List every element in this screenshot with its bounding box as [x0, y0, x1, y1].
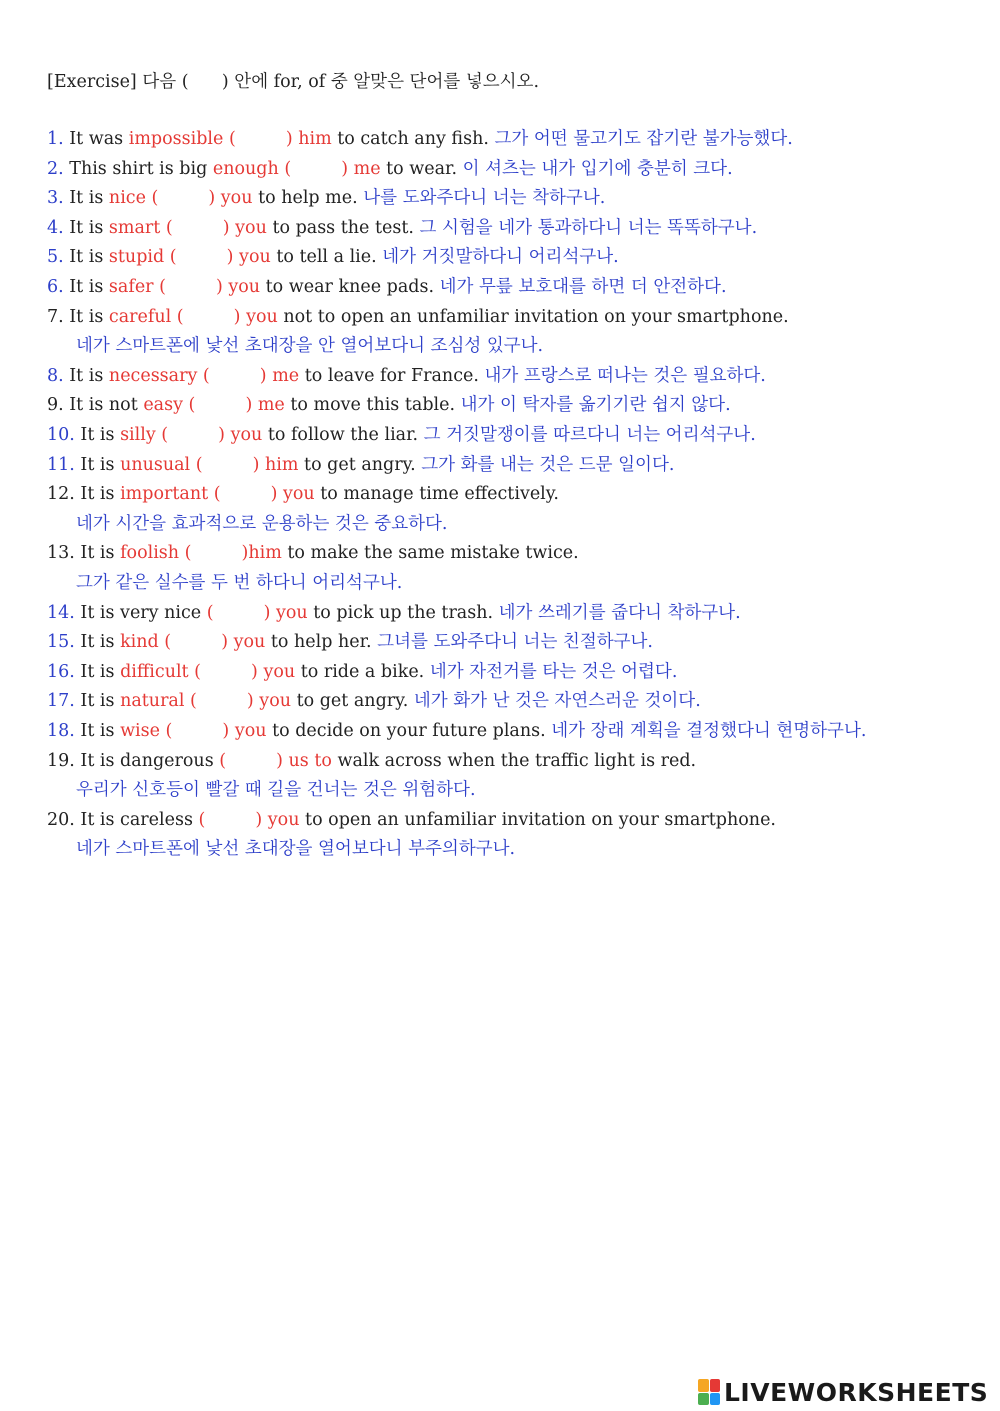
sentence-start: It is	[63, 306, 109, 327]
exercise-item	[47, 125, 793, 153]
exercise-item	[47, 155, 733, 183]
translation-line	[76, 776, 476, 804]
item-number: 4.	[47, 217, 64, 238]
exercise-item	[47, 628, 653, 656]
item-number: 2.	[47, 158, 64, 179]
korean-translation: 나를 도와주다니 너는 착하구나.	[363, 188, 606, 209]
exercise-item	[47, 717, 866, 745]
sentence-start: It is	[74, 721, 121, 741]
korean-translation: 네가 거짓말하다니 어리석구나.	[382, 247, 619, 268]
translation-line	[76, 510, 447, 538]
sentence-end: to get angry.	[291, 691, 414, 712]
item-number: 14.	[47, 602, 75, 623]
sentence-end: to follow the liar.	[262, 425, 424, 445]
sentence-start: This shirt is big	[63, 158, 213, 179]
exercise-item	[47, 214, 757, 242]
answer-blank-phrase[interactable]: stupid ( ) you	[108, 247, 271, 268]
exercise-item	[47, 243, 619, 271]
answer-blank-phrase[interactable]: foolish ( )him	[120, 543, 282, 564]
exercise-item	[47, 273, 727, 301]
translation-line	[76, 332, 543, 360]
sentence-end: to pick up the trash.	[307, 602, 499, 623]
answer-blank-phrase[interactable]: silly ( ) you	[120, 425, 263, 445]
answer-blank-phrase[interactable]: ( ) us to	[219, 750, 332, 771]
sentence-end: to manage time effectively.	[314, 484, 559, 505]
translation-line	[76, 835, 515, 863]
answer-blank-phrase[interactable]: difficult ( ) you	[120, 661, 296, 682]
sentence-end: to wear knee pads.	[260, 277, 440, 297]
sentence-start: It is	[63, 365, 109, 386]
sentence-start: It is	[74, 454, 121, 475]
korean-translation: 그녀를 도와주다니 너는 친절하구나.	[377, 632, 653, 653]
logo-square	[698, 1379, 709, 1392]
item-number: 16.	[47, 661, 75, 682]
sentence-end: to move this table.	[284, 395, 461, 416]
item-number: 13.	[47, 543, 75, 564]
answer-blank-phrase[interactable]: natural ( ) you	[120, 691, 292, 712]
sentence-end: to make the same mistake twice.	[281, 543, 579, 564]
sentence-end: walk across when the traffic light is red.	[331, 750, 697, 771]
sentence-end: to get angry.	[298, 454, 422, 475]
sentence-end: to pass the test.	[266, 217, 420, 238]
sentence-end: to catch any fish.	[331, 129, 495, 149]
exercise-item	[47, 658, 677, 686]
korean-translation: 내가 이 탁자를 옮기기란 쉽지 않다.	[460, 395, 731, 416]
item-number: 20.	[47, 809, 75, 830]
korean-translation: 그가 같은 실수를 두 번 하다니 어리석구나.	[76, 573, 403, 593]
item-number: 6.	[47, 277, 64, 297]
answer-blank-phrase[interactable]: enough ( ) me	[212, 158, 381, 179]
korean-translation: 우리가 신호등이 빨갈 때 길을 건너는 것은 위험하다.	[76, 780, 476, 801]
answer-blank-phrase[interactable]: smart ( ) you	[108, 217, 267, 238]
sentence-end: to decide on your future plans.	[266, 721, 552, 741]
korean-translation: 그가 화를 내는 것은 드문 일이다.	[421, 454, 675, 475]
sentence-start: It is	[63, 247, 109, 268]
sentence-start: It is dangerous	[74, 750, 220, 771]
answer-blank-phrase[interactable]: easy ( ) me	[143, 395, 285, 416]
answer-blank-phrase[interactable]: safer ( ) you	[108, 277, 261, 297]
answer-blank-phrase[interactable]: kind ( ) you	[120, 632, 266, 653]
korean-translation: 네가 쓰레기를 줍다니 착하구나.	[498, 602, 741, 623]
logo-square	[710, 1379, 721, 1392]
sentence-end: to help her.	[265, 632, 378, 653]
item-number: 11.	[47, 454, 75, 475]
exercise-item	[47, 451, 674, 479]
answer-blank-phrase[interactable]: necessary ( ) me	[108, 365, 300, 386]
sentence-start: It is not	[63, 395, 144, 416]
sentence-end: to leave for France.	[299, 365, 485, 386]
korean-translation: 그 거짓말쟁이를 따르다니 너는 어리석구나.	[423, 425, 756, 445]
item-number: 1.	[47, 129, 64, 149]
exercise-item	[47, 806, 776, 834]
sentence-start: It is	[74, 691, 121, 712]
sentence-start: It was	[63, 129, 129, 149]
korean-translation: 이 셔츠는 내가 입기에 충분히 크다.	[462, 158, 733, 179]
korean-translation: 네가 자전거를 타는 것은 어렵다.	[429, 661, 678, 682]
exercise-item	[47, 747, 696, 775]
sentence-start: It is	[63, 188, 109, 209]
item-number: 9.	[47, 395, 64, 416]
item-number: 7.	[47, 306, 64, 327]
exercise-item	[47, 362, 766, 390]
answer-blank-phrase[interactable]: unusual ( ) him	[120, 454, 299, 475]
liveworksheets-brand: LIVEWORKSHEETS	[724, 1377, 989, 1407]
sentence-end: to wear.	[380, 158, 463, 179]
exercise-item	[47, 391, 731, 419]
item-number: 8.	[47, 365, 64, 386]
korean-translation: 네가 장래 계획을 결정했다니 현명하구나.	[551, 721, 867, 741]
answer-blank-phrase[interactable]: ( ) you	[198, 809, 300, 830]
exercise-item	[47, 303, 789, 331]
translation-line	[76, 569, 402, 597]
sentence-end: to tell a lie.	[270, 247, 383, 268]
sentence-end: not to open an unfamiliar invitation on your smartphone.	[277, 306, 789, 327]
korean-translation: 네가 무릎 보호대를 하면 더 안전하다.	[439, 277, 727, 297]
sentence-start: It is very nice	[74, 602, 207, 623]
exercise-item	[47, 421, 756, 449]
sentence-start: It is	[74, 632, 121, 653]
sentence-end: to ride a bike.	[295, 661, 430, 682]
exercise-item	[47, 687, 701, 715]
sentence-start: It is	[74, 543, 121, 564]
exercise-item	[47, 184, 605, 212]
answer-blank-phrase[interactable]: ( ) you	[206, 602, 308, 623]
sentence-start: It is	[63, 277, 109, 297]
item-number: 10.	[47, 425, 75, 445]
answer-blank-phrase[interactable]: careful ( ) you	[108, 306, 278, 327]
answer-blank-phrase[interactable]: wise ( ) you	[120, 721, 267, 741]
korean-translation: 네가 시간을 효과적으로 운용하는 것은 중요하다.	[76, 513, 448, 534]
exercise-item	[47, 599, 741, 627]
exercise-item	[47, 480, 559, 508]
exercise-instruction: [Exercise] 다음 ( ) 안에 for, of 중 알맞은 단어를 넣으시오.	[47, 72, 540, 92]
korean-translation: 그가 어떤 물고기도 잡기란 불가능했다.	[494, 129, 793, 149]
item-number: 18.	[47, 721, 75, 741]
sentence-start: It is	[63, 217, 109, 238]
korean-translation: 그 시험을 네가 통과하다니 너는 똑똑하구나.	[419, 217, 758, 238]
sentence-start: It is	[74, 661, 121, 682]
item-number: 17.	[47, 691, 75, 712]
korean-translation: 네가 화가 난 것은 자연스러운 것이다.	[413, 691, 701, 712]
item-number: 15.	[47, 632, 75, 653]
sentence-start: It is	[74, 484, 121, 505]
item-number: 12.	[47, 484, 75, 505]
sentence-start: It is careless	[74, 809, 199, 830]
liveworksheets-logo-icon	[698, 1379, 720, 1405]
answer-blank-phrase[interactable]: nice ( ) you	[108, 188, 253, 209]
answer-blank-phrase[interactable]: important ( ) you	[120, 484, 315, 505]
logo-square	[710, 1393, 721, 1406]
exercise-item	[47, 539, 579, 567]
logo-square	[698, 1393, 709, 1406]
answer-blank-phrase[interactable]: impossible ( ) him	[128, 129, 332, 149]
sentence-end: to open an unfamiliar invitation on your smartphone.	[299, 809, 776, 830]
item-number: 3.	[47, 188, 64, 209]
liveworksheets-logo	[698, 1376, 988, 1408]
item-number: 5.	[47, 247, 64, 268]
sentence-end: to help me.	[252, 188, 364, 209]
sentence-start: It is	[74, 425, 121, 445]
korean-translation: 네가 스마트폰에 낯선 초대장을 안 열어보다니 조심성 있구나.	[76, 336, 544, 357]
item-number: 19.	[47, 750, 75, 771]
korean-translation: 네가 스마트폰에 낯선 초대장을 열어보다니 부주의하구나.	[76, 839, 516, 860]
korean-translation: 내가 프랑스로 떠나는 것은 필요하다.	[484, 365, 766, 386]
